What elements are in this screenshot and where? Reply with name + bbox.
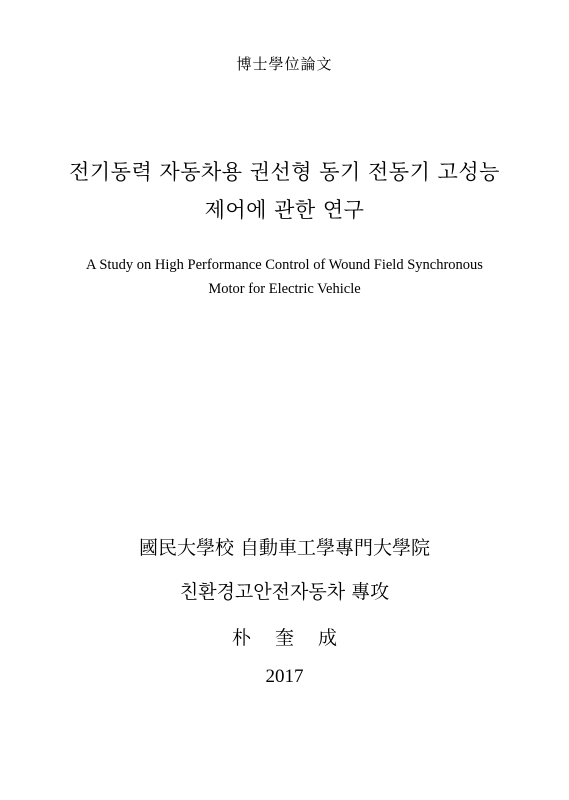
- english-title-line-1: A Study on High Performance Control of Wound Field Synchronous: [86, 257, 483, 273]
- publication-year: 2017: [265, 666, 304, 687]
- department-name: 친환경고안전자동차 專攻: [179, 581, 390, 603]
- degree-label: 博士學位論文: [236, 55, 333, 73]
- university-name: 國民大學校 自動車工學專門大學院: [138, 537, 431, 559]
- author-name: 朴 奎 成: [231, 627, 338, 649]
- english-title-line-2: Motor for Electric Vehicle: [208, 281, 361, 297]
- korean-title-line-1: 전기동력 자동차용 권선형 동기 전동기 고성능: [69, 160, 500, 184]
- korean-title-line-2: 제어에 관한 연구: [204, 198, 365, 222]
